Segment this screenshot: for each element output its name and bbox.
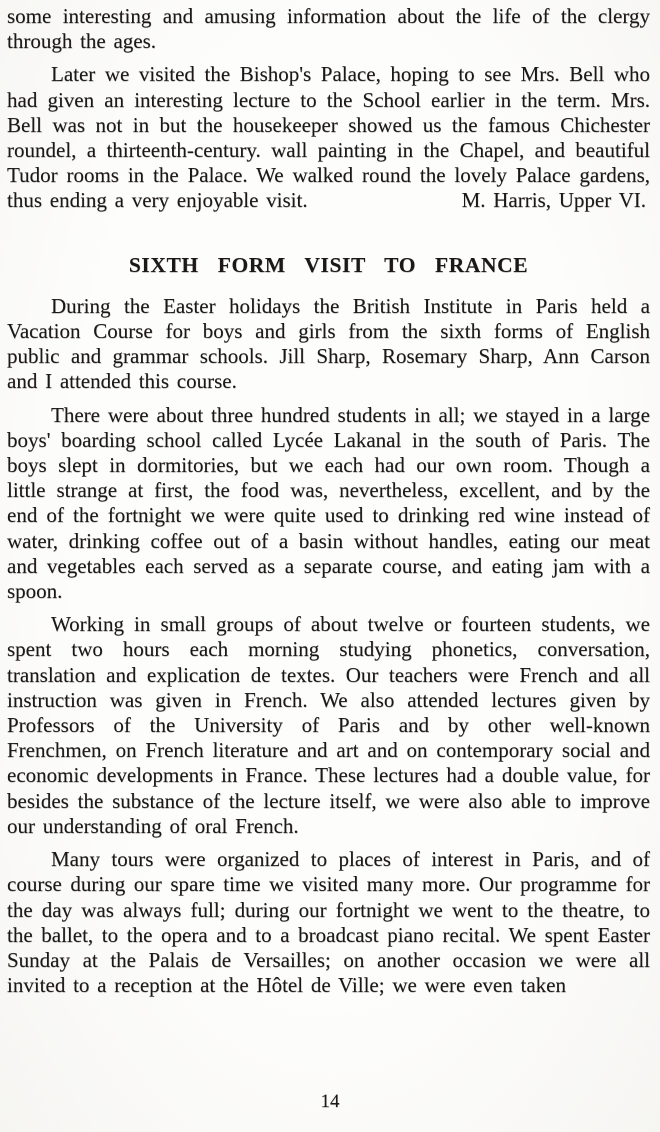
article-paragraph: During the Easter holidays the British Institute in Paris held a Vacation Course for boys and girls from the sixth forms of English public and grammar schools. Jill Sharp, Rosemary Sharp, Ann Carson and I attended this course.: [7, 293, 650, 394]
article-paragraph: Many tours were organized to places of interest in Paris, and of course during our spare time we visited many more. Our programme for the day was always full; during our fortnight we went to the theatre, to the ballet, to the opera and to a broadcast piano recital. We spent Easter Sunday at the Palais de Versailles; on another occasion we were all invited to a reception at the Hôtel de Ville; we were even taken: [7, 847, 650, 998]
paragraph-text: Later we visited the Bishop's Palace, hoping to see Mrs. Bell who had given an interesting lecture to the School earlier in the term. Mrs. Bell was not in but the housekeeper showed us the famous Chichester roundel, a thirteenth-century. wall painting in the Chapel, and beautiful Tudor rooms in the Palace. We walked round the lovely Palace gardens, thus ending a very enjoyable visit.: [7, 62, 650, 213]
paragraph-with-byline: [7, 62, 650, 213]
article-section: [7, 253, 650, 999]
paragraph-continuation: some interesting and amusing information about the life of the clergy through the ages.: [7, 4, 650, 54]
article-heading: SIXTH FORM VISIT TO FRANCE: [128, 252, 529, 277]
article-paragraph: There were about three hundred students in all; we stayed in a large boys' boarding school called Lycée Lakanal in the south of Paris. The boys slept in dormitories, but we each had our own room. Though a little strange at first, the food was, nevertheless, excellent, and by the end of the fortnight we were quite used to drinking red wine instead of water, drinking coffee out of a basin without handles, eating our meat and vegetables each served as a separate course, and eating jam with a spoon.: [7, 402, 650, 604]
continued-article-section: [7, 4, 650, 214]
byline: M. Harris, Upper VI.: [461, 188, 646, 213]
page-number: 14: [320, 1091, 340, 1112]
article-paragraph: Working in small groups of about twelve or fourteen students, we spent two hours each morning studying phonetics, conversation, translation and explication de textes. Our teachers were French and all instruction was given in French. We also attended lectures given by Professors of the University of Paris and by other well-known Frenchmen, on French literature and art and on contemporary social and economic developments in France. These lectures had a double value, for besides the substance of the lecture itself, we were also able to improve our understanding of oral French.: [7, 612, 650, 838]
